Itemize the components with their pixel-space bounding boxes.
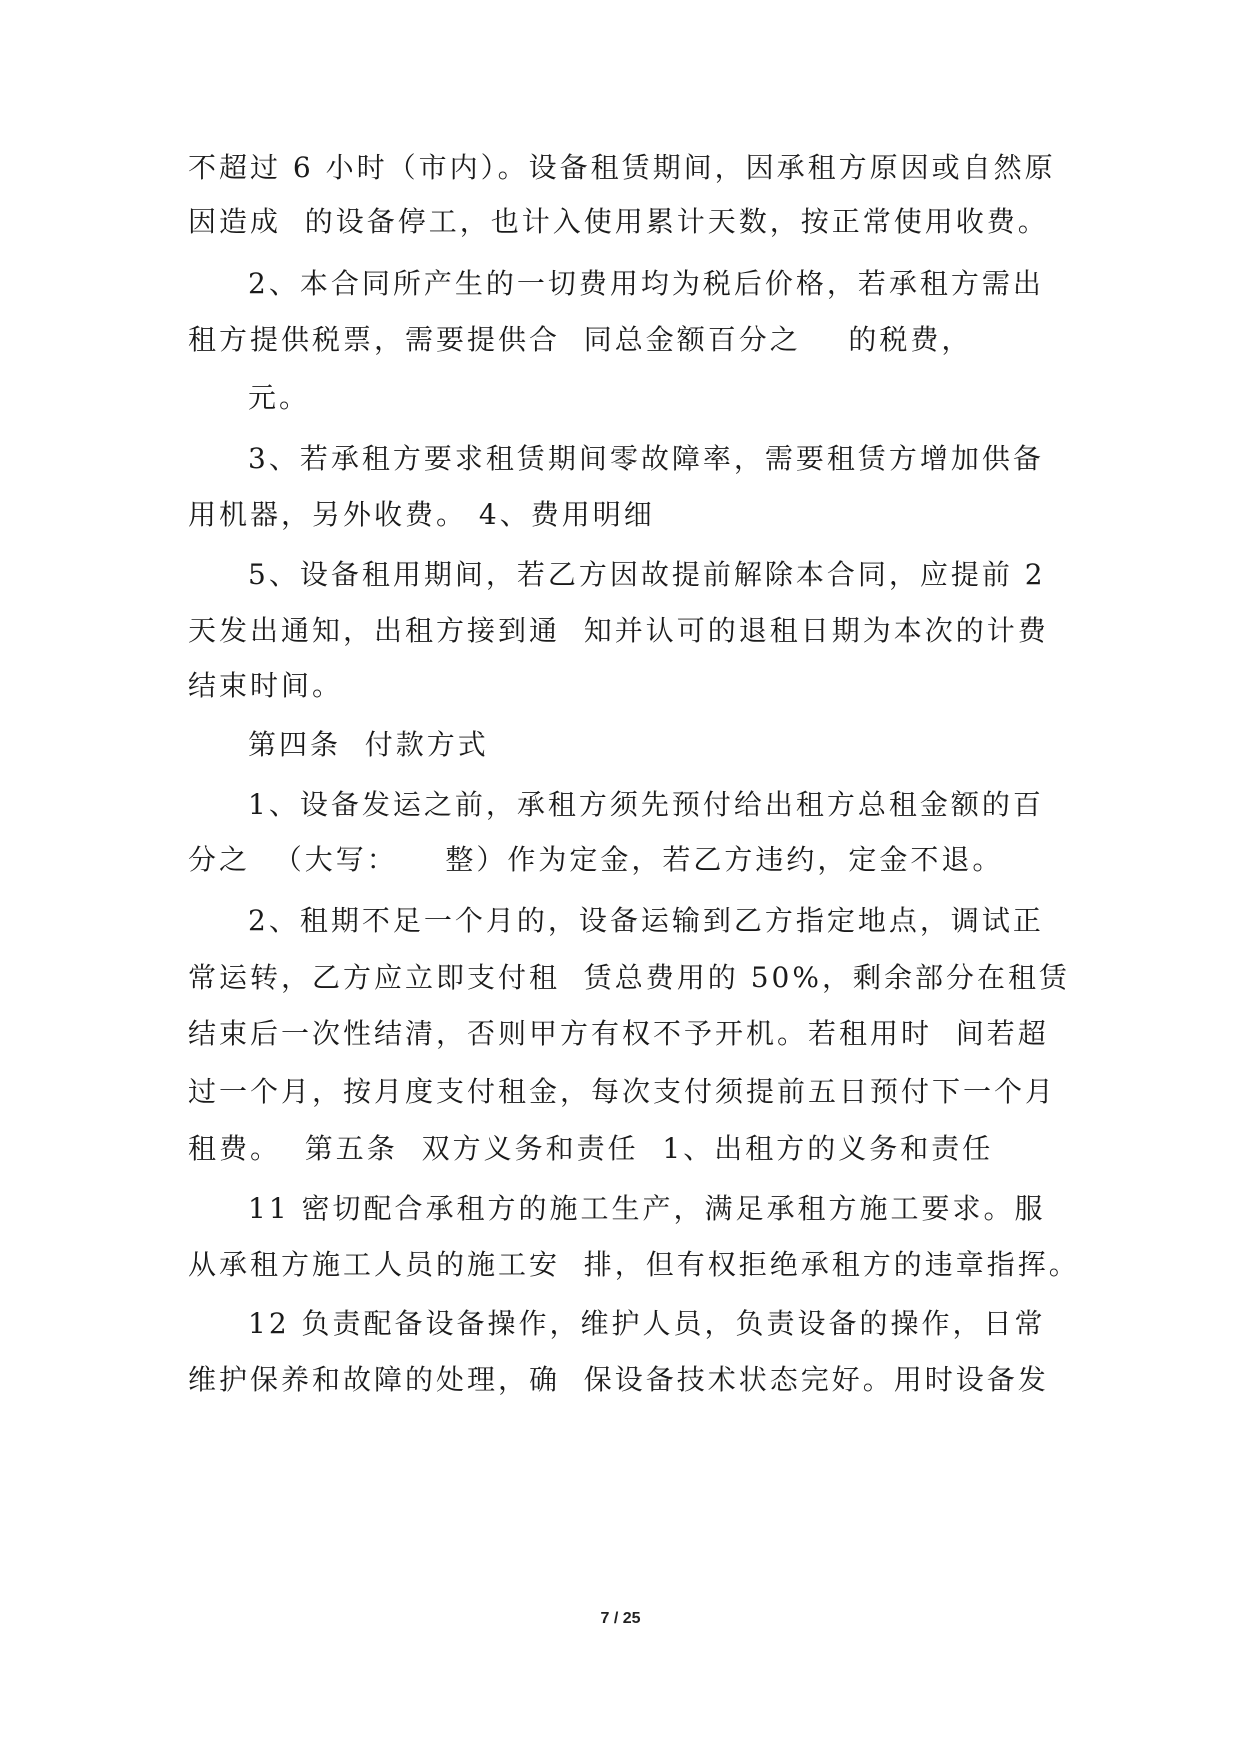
text-line: 1、设备发运之前，承租方须先预付给出租方总租金额的百 (248, 788, 1044, 821)
text-line: 租方提供税票，需要提供合 同总金额百分之 的税费， (188, 323, 973, 356)
text-line: 从承租方施工人员的施工安 排，但有权拒绝承租方的违章指挥。 (188, 1248, 1080, 1281)
section-heading: 第四条 付款方式 (248, 728, 489, 761)
text-line: 2、租期不足一个月的，设备运输到乙方指定地点，调试正 (248, 904, 1044, 937)
text-line: 因造成 的设备停工，也计入使用累计天数，按正常使用收费。 (188, 205, 1049, 238)
text-line: 维护保养和故障的处理，确 保设备技术状态完好。用时设备发 (188, 1363, 1049, 1396)
text-line: 结束时间。 (188, 669, 344, 702)
text-line: 过一个月，按月度支付租金，每次支付须提前五日预付下一个月 (188, 1075, 1057, 1108)
text-line: 11 密切配合承租方的施工生产，满足承租方施工要求。服 (248, 1192, 1046, 1225)
text-line: 天发出通知，出租方接到通 知并认可的退租日期为本次的计费 (188, 614, 1049, 647)
text-line: 12 负责配备设备操作，维护人员，负责设备的操作，日常 (248, 1307, 1046, 1340)
text-line: 分之 （大写： 整）作为定金，若乙方违约，定金不退。 (188, 843, 1004, 876)
text-line: 5、设备租用期间，若乙方因故提前解除本合同，应提前 2 (248, 558, 1046, 591)
text-line: 用机器，另外收费。 4、费用明细 (188, 498, 655, 531)
text-line: 结束后一次性结清，否则甲方有权不予开机。若租用时 间若超 (188, 1017, 1049, 1050)
text-line: 3、若承租方要求租赁期间零故障率，需要租赁方增加供备 (248, 442, 1044, 475)
text-line: 元。 (248, 381, 311, 414)
text-line: 租费。 第五条 双方义务和责任 1、出租方的义务和责任 (188, 1132, 994, 1165)
text-line: 2、本合同所产生的一切费用均为税后价格，若承租方需出 (248, 267, 1044, 300)
text-line: 不超过 6 小时（市内）。设备租赁期间，因承租方原因或自然原 (188, 151, 1056, 184)
text-line: 常运转，乙方应立即支付租 赁总费用的 50%，剩余部分在租赁 (188, 961, 1070, 994)
page-number: 7 / 25 (600, 1610, 641, 1627)
